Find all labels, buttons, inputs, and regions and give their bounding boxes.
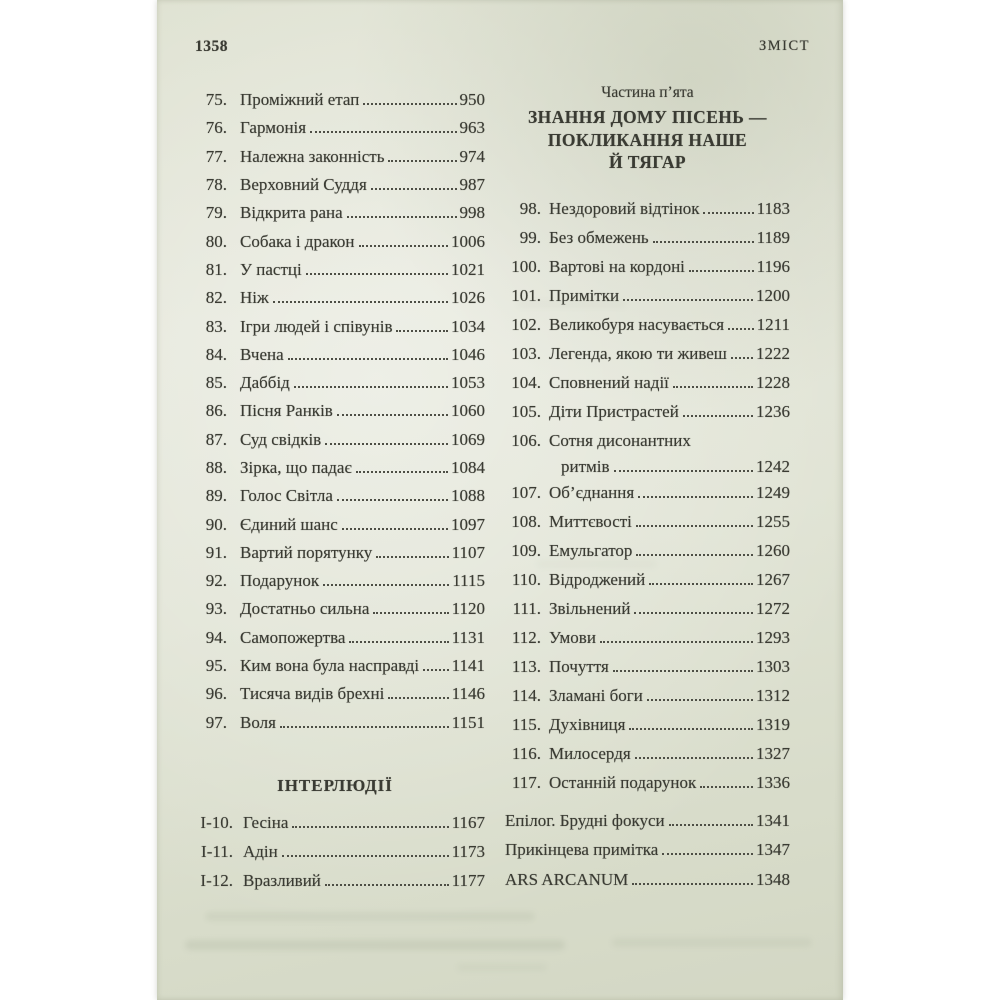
dot-leader <box>653 241 754 243</box>
toc-entry-title: Пісня Ранків <box>240 401 333 421</box>
toc-entry <box>505 456 790 479</box>
toc-entry <box>505 836 790 866</box>
dot-leader <box>634 612 753 614</box>
toc-entry-number: 79. <box>205 203 227 223</box>
toc-entry <box>185 680 485 708</box>
toc-entry-number: 76. <box>205 118 227 138</box>
back-matter-list <box>505 806 790 895</box>
toc-entry-page: 1088 <box>451 486 485 506</box>
toc-entry-number: 98. <box>519 199 541 218</box>
toc-entry-number: І-11. <box>201 841 233 861</box>
dot-leader <box>273 301 448 303</box>
toc-entry-page: 1348 <box>756 869 790 889</box>
dot-leader <box>337 414 448 416</box>
toc-entry-title: ритмів <box>561 457 610 476</box>
toc-entry-title: Подарунок <box>240 571 320 591</box>
toc-entry-title: Емульгатор <box>549 541 633 560</box>
toc-entry-page: 1336 <box>756 773 790 792</box>
book-page <box>157 0 843 1000</box>
toc-entry <box>185 143 485 171</box>
toc-entry-page: 1200 <box>756 286 790 305</box>
toc-entry-number: 106. <box>511 431 541 450</box>
toc-entry-page: 1319 <box>756 715 790 734</box>
toc-left-column <box>185 86 485 737</box>
toc-entry-number: 75. <box>205 90 227 110</box>
dot-leader <box>673 386 753 388</box>
toc-entry-title: Ким вона була насправді <box>240 656 420 676</box>
toc-entry-page: 1228 <box>756 373 790 392</box>
toc-entry-title: Вразливий <box>243 870 321 890</box>
chapter-list-75-97 <box>185 86 485 737</box>
interludes-heading: ІНТЕРЛЮДІЇ <box>277 776 393 795</box>
toc-entry-number: 111. <box>512 599 541 618</box>
dot-leader <box>662 853 753 855</box>
dot-leader <box>396 330 448 332</box>
dot-leader <box>294 386 448 388</box>
toc-entry-page: 1189 <box>756 228 790 247</box>
toc-entry <box>185 369 485 397</box>
toc-entry-number: 89. <box>205 486 227 506</box>
toc-entry-page: 1267 <box>756 570 790 589</box>
toc-entry-page: 1272 <box>756 599 790 618</box>
toc-entry-title: Відкрита рана <box>240 203 343 223</box>
toc-entry-title: Вартий порятунку <box>240 542 373 562</box>
toc-entry-number: 113. <box>511 657 541 676</box>
toc-entry-page: 1249 <box>756 483 790 502</box>
toc-entry <box>185 114 485 142</box>
toc-entry-number: 90. <box>205 514 227 534</box>
toc-entry-title: Зламані боги <box>549 686 643 705</box>
toc-entry <box>185 341 485 369</box>
toc-entry-number: 95. <box>205 656 227 676</box>
dot-leader <box>623 299 753 301</box>
bleed-through-mark <box>612 938 812 947</box>
dot-leader <box>363 103 456 105</box>
toc-entry-title: Гармонія <box>240 118 307 138</box>
toc-entry-page: 1347 <box>756 840 790 860</box>
toc-entry <box>505 311 790 340</box>
interlude-list <box>185 808 485 895</box>
toc-entry <box>505 340 790 369</box>
toc-entry-page: 1021 <box>451 259 485 279</box>
dot-leader <box>292 826 448 828</box>
dot-leader <box>728 328 754 330</box>
toc-entry <box>185 709 485 737</box>
toc-entry-number: 83. <box>205 316 227 336</box>
dot-leader <box>600 641 753 643</box>
dot-leader <box>323 584 449 586</box>
toc-entry <box>505 224 790 253</box>
bleed-through-mark <box>517 300 627 308</box>
dot-leader <box>647 699 753 701</box>
toc-entry-number: 87. <box>205 429 227 449</box>
dot-leader <box>635 757 753 759</box>
toc-entry-title: Вартові на кордоні <box>549 257 685 276</box>
dot-leader <box>356 471 448 473</box>
toc-entry-title: Сотня дисонантних <box>549 431 691 450</box>
toc-entry-title: Діти Пристрастей <box>549 402 679 421</box>
toc-entry-page: 1260 <box>756 541 790 560</box>
toc-entry-number: 103. <box>511 344 541 363</box>
toc-entry-page: 1141 <box>451 656 485 676</box>
dot-leader <box>669 824 753 826</box>
toc-entry <box>505 508 790 537</box>
toc-entry-number: 110. <box>511 570 541 589</box>
toc-entry-number: 94. <box>205 627 227 647</box>
toc-entry <box>185 567 485 595</box>
toc-entry-title: Останній подарунок <box>549 773 697 792</box>
toc-entry-title: Миттєвості <box>549 512 632 531</box>
dot-leader <box>638 496 753 498</box>
toc-entry <box>185 539 485 567</box>
toc-entry-title: Вчена <box>240 344 284 364</box>
toc-entry-page: 950 <box>459 90 485 110</box>
toc-entry-number: 117. <box>511 773 541 792</box>
toc-entry <box>185 426 485 454</box>
dot-leader <box>376 556 448 558</box>
toc-entry-title: Без обмежень <box>549 228 649 247</box>
toc-entry-title: Милосердя <box>549 744 631 763</box>
toc-entry-number: 109. <box>511 541 541 560</box>
toc-entry-title: Сповнений надії <box>549 373 669 392</box>
toc-entry <box>505 253 790 282</box>
dot-leader <box>310 131 456 133</box>
dot-leader <box>282 855 449 857</box>
toc-entry-page: 1006 <box>451 231 485 251</box>
toc-entry-number: 116. <box>511 744 541 763</box>
toc-entry-title: У пастці <box>240 259 302 279</box>
bleed-through-mark <box>185 940 565 950</box>
toc-entry-page: 998 <box>459 203 485 223</box>
toc-entry-title: Гесіна <box>243 812 289 832</box>
dot-leader <box>347 216 457 218</box>
toc-entry-page: 1146 <box>451 684 485 704</box>
running-head-title: ЗМІСТ <box>758 38 810 54</box>
toc-entry-title: Прикінцева примітка <box>505 840 659 860</box>
toc-entry-number: 105. <box>511 402 541 421</box>
dot-leader <box>423 669 449 671</box>
toc-entry-number: 107. <box>511 483 541 502</box>
toc-entry-number: 77. <box>205 146 227 166</box>
toc-entry-number: 88. <box>205 458 227 477</box>
toc-entry <box>185 482 485 510</box>
part-title <box>505 106 790 174</box>
toc-entry-page: 1196 <box>756 257 790 276</box>
toc-entry <box>505 711 790 740</box>
toc-entry-page: 1236 <box>756 402 790 421</box>
toc-entry-number: 99. <box>519 228 541 247</box>
toc-entry-page: 974 <box>459 146 485 166</box>
toc-entry-title: Даббід <box>240 373 290 393</box>
toc-entry-number: 82. <box>205 288 227 308</box>
dot-leader <box>629 728 753 730</box>
toc-entry-title: Верховний Суддя <box>240 175 367 195</box>
toc-entry-page: 1034 <box>451 316 485 336</box>
toc-entry-title: Проміжний етап <box>240 90 360 110</box>
toc-entry <box>505 740 790 769</box>
toc-entry-number: 92. <box>205 571 227 591</box>
toc-entry-title: Воля <box>240 712 276 732</box>
toc-entry-number: 108. <box>511 512 541 531</box>
toc-entry-number: 85. <box>205 373 227 393</box>
toc-entry-title: Духівниця <box>549 715 626 734</box>
toc-entry-page: 987 <box>459 175 485 195</box>
dot-leader <box>649 583 753 585</box>
toc-entry-page: 1293 <box>756 628 790 647</box>
toc-entry-page: 1097 <box>451 514 485 534</box>
toc-entry-title: Голос Світла <box>240 486 333 506</box>
toc-entry-title: Звільнений <box>549 599 631 618</box>
toc-entry-number: 93. <box>205 599 227 619</box>
toc-entry-title: Умови <box>549 628 596 647</box>
toc-entry-title: Ніж <box>240 288 269 308</box>
dot-leader <box>359 245 449 247</box>
toc-entry-number: 104. <box>511 373 541 392</box>
dot-leader <box>388 160 456 162</box>
toc-entry <box>505 195 790 224</box>
toc-entry-page: 963 <box>459 118 485 138</box>
dot-leader <box>325 443 448 445</box>
toc-entry-page: 1046 <box>451 344 485 364</box>
toc-entry <box>185 199 485 227</box>
toc-entry <box>185 284 485 312</box>
toc-entry-title: ARS ARCANUM <box>505 869 629 889</box>
toc-entry-page: 1053 <box>451 373 485 393</box>
toc-entry-page: 1183 <box>756 199 790 218</box>
toc-entry <box>185 837 485 866</box>
toc-entry-title: Ігри людей і співунів <box>240 316 393 336</box>
toc-entry-page: 1131 <box>451 627 485 647</box>
toc-entry-page: 1327 <box>756 744 790 763</box>
toc-entry-page: 1222 <box>756 344 790 363</box>
toc-entry <box>505 769 790 798</box>
toc-entry-number: 78. <box>205 175 227 195</box>
toc-entry-page: 1167 <box>451 812 485 832</box>
part-title-line: Й ТЯГАР <box>609 152 686 172</box>
toc-entry-number: 102. <box>511 315 541 334</box>
toc-entry <box>185 171 485 199</box>
toc-entry-title: Належна законність <box>240 146 385 166</box>
toc-entry-number: 115. <box>511 715 541 734</box>
toc-entry-number: І-12. <box>200 870 233 890</box>
toc-entry-page: 1115 <box>452 571 485 591</box>
toc-entry-page: 1060 <box>451 401 485 421</box>
toc-entry-title: Відроджений <box>549 570 646 589</box>
toc-entry-title: Почуття <box>549 657 609 676</box>
toc-entry-title: Об’єднання <box>549 483 635 502</box>
toc-entry-title: Великобуря насувається <box>549 315 725 334</box>
toc-entry-title: Зірка, що падає <box>240 458 352 477</box>
toc-entry-title: Тисяча видів брехні <box>240 684 385 704</box>
toc-entry-title: Адін <box>243 841 278 861</box>
toc-entry-number: 84. <box>205 344 227 364</box>
toc-entry <box>185 256 485 284</box>
toc-entry-number: 112. <box>511 628 541 647</box>
toc-entry-page: 1177 <box>451 870 485 890</box>
toc-entry-page: 1255 <box>756 512 790 531</box>
toc-entry-number: 97. <box>205 712 227 732</box>
toc-entry <box>505 806 790 836</box>
toc-entry <box>185 866 485 895</box>
toc-entry-number: І-10. <box>200 812 233 832</box>
dot-leader <box>371 188 457 190</box>
chapter-list-98-117 <box>505 195 790 798</box>
toc-entry-title: Самопожертва <box>240 627 346 647</box>
page-header <box>195 38 810 58</box>
toc-entry-title: Собака і дракон <box>240 231 355 251</box>
dot-leader <box>373 612 448 614</box>
toc-entry <box>505 427 790 456</box>
toc-entry-page: 1120 <box>451 599 485 619</box>
bleed-through-mark <box>205 912 535 921</box>
dot-leader <box>683 415 753 417</box>
toc-entry-number: 114. <box>511 686 541 705</box>
toc-entry <box>185 808 485 837</box>
toc-entry-title: Епілог. Брудні фокуси <box>505 810 665 830</box>
part-title-line: ЗНАННЯ ДОМУ ПІСЕНЬ — <box>528 107 767 127</box>
toc-entry-page: 1242 <box>756 457 790 476</box>
toc-entry-title: Достатньо сильна <box>240 599 370 619</box>
toc-entry-page: 1107 <box>451 542 485 562</box>
toc-entry <box>185 595 485 623</box>
toc-entry-page: 1303 <box>756 657 790 676</box>
toc-entry-title: Єдиний шанс <box>240 514 338 534</box>
dot-leader <box>636 525 753 527</box>
toc-entry-number: 86. <box>205 401 227 421</box>
bleed-through-mark <box>537 560 657 568</box>
dot-leader <box>342 528 448 530</box>
toc-entry <box>505 865 790 895</box>
dot-leader <box>632 883 753 885</box>
toc-entry <box>505 682 790 711</box>
toc-entry <box>185 86 485 114</box>
dot-leader <box>288 358 448 360</box>
toc-entry <box>505 624 790 653</box>
toc-entry <box>505 653 790 682</box>
toc-entry <box>185 312 485 340</box>
toc-entry <box>505 566 790 595</box>
toc-entry-title: Примітки <box>549 286 620 305</box>
toc-entry-number: 101. <box>511 286 541 305</box>
toc-entry <box>505 369 790 398</box>
toc-entry-number: 81. <box>205 259 227 279</box>
toc-right-column <box>505 84 790 798</box>
toc-entry <box>185 454 485 482</box>
toc-entry-title: Нездоровий відтінок <box>549 199 700 218</box>
dot-leader <box>689 270 754 272</box>
dot-leader <box>325 884 449 886</box>
toc-entry-page: 1069 <box>451 429 485 449</box>
dot-leader <box>280 726 449 728</box>
dot-leader <box>731 357 753 359</box>
toc-entry-number: 80. <box>205 231 227 251</box>
toc-entry <box>185 227 485 255</box>
toc-entry-page: 1211 <box>756 315 790 334</box>
part-title-line: ПОКЛИКАННЯ НАШЕ <box>547 129 748 150</box>
toc-entry-page: 1026 <box>451 288 485 308</box>
toc-entry <box>505 398 790 427</box>
dot-leader <box>700 786 753 788</box>
toc-entry-page: 1312 <box>756 686 790 705</box>
dot-leader <box>636 554 753 556</box>
toc-entry-page: 1173 <box>451 841 485 861</box>
dot-leader <box>388 697 448 699</box>
folio-page-number: 1358 <box>195 38 228 55</box>
toc-entry <box>185 652 485 680</box>
toc-entry <box>505 595 790 624</box>
toc-entry <box>185 624 485 652</box>
dot-leader <box>613 670 753 672</box>
toc-entry-page: 1341 <box>756 810 790 830</box>
dot-leader <box>349 641 448 643</box>
toc-entry-number: 96. <box>205 684 227 704</box>
toc-entry-page: 1084 <box>451 458 485 477</box>
toc-entry-page: 1151 <box>451 712 485 732</box>
toc-entry-number: 91. <box>205 542 227 562</box>
dot-leader <box>614 470 753 472</box>
toc-entry <box>185 397 485 425</box>
toc-entry <box>505 479 790 508</box>
toc-entry <box>185 510 485 538</box>
toc-entry-number: 100. <box>511 257 541 276</box>
dot-leader <box>703 212 753 214</box>
dot-leader <box>337 499 448 501</box>
bleed-through-mark <box>457 964 547 971</box>
toc-entry-title: Суд свідків <box>240 429 322 449</box>
toc-entry-title: Легенда, якою ти живеш <box>549 344 727 363</box>
dot-leader <box>306 273 448 275</box>
part-label: Частина п’ята <box>601 84 694 101</box>
